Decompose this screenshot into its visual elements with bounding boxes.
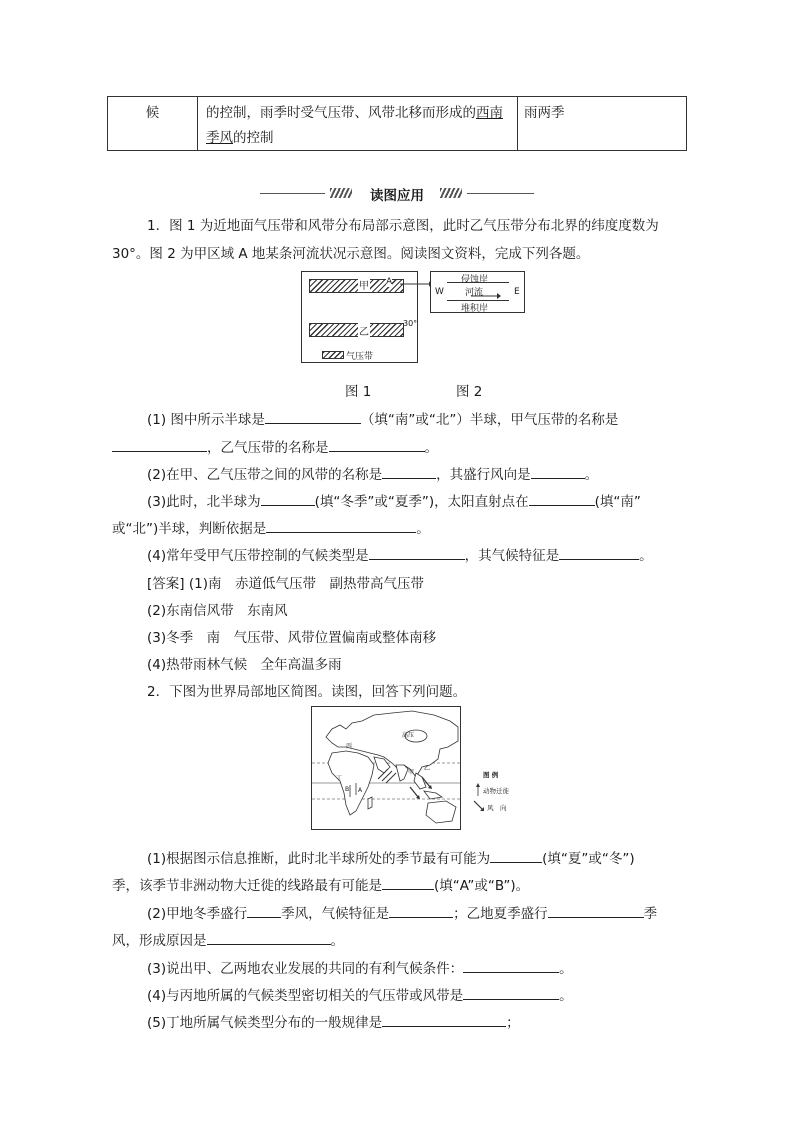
cause-text-1: 的控制，雨季时受气压带、风带北移而形成的: [206, 105, 476, 121]
blank[interactable]: [382, 875, 434, 890]
divider-left: [260, 193, 325, 194]
q2-part4: (4)与丙地所属的气候类型密切相关的气压带或风带是 。: [147, 984, 573, 1004]
label-yi: 乙: [358, 323, 370, 338]
fig1-fig2-connector: [398, 276, 432, 290]
label-jia: 甲: [358, 277, 370, 292]
q1-part1-line2: ，乙气压带的名称是 。: [112, 436, 438, 456]
blank[interactable]: [548, 903, 644, 918]
q1-part3-line2: 或“北”)半球，判断依据是 。: [112, 517, 430, 537]
label-east: E: [514, 287, 520, 297]
label-erosion-bank: 侵蚀岸: [461, 275, 489, 285]
legend-migration-icon: [474, 783, 482, 797]
cause-underlined-2: 季风: [206, 130, 233, 146]
answer-label: [答案]: [147, 576, 185, 592]
label-A: A: [358, 787, 363, 794]
label-jia: 甲: [408, 769, 415, 776]
blank[interactable]: [261, 491, 315, 506]
label-west: W: [435, 287, 444, 297]
blank[interactable]: [369, 545, 465, 560]
legend-label: 气压带: [346, 352, 374, 362]
river-arrow: [471, 292, 501, 300]
legend-wind-label: 风 向: [487, 804, 507, 812]
q2-part1-line2: 季，该季节非洲动物大迁徙的线路最有可能是 (填“A”或“B”)。: [112, 874, 529, 894]
bank-line-top: [447, 282, 509, 283]
q1-answer-1: [答案] (1)南 赤道低气压带 副热带高气压带: [147, 576, 424, 592]
pressure-belt-yi: [309, 323, 404, 337]
legend-wind-icon: [473, 800, 485, 812]
blank[interactable]: [529, 491, 595, 506]
map-drawing: [312, 707, 460, 829]
q2-part3: (3)说出甲、乙两地农业发展的共同的有利气候条件： 。: [147, 957, 573, 977]
cause-underlined-1: 西南: [476, 105, 503, 121]
blank[interactable]: [247, 903, 281, 918]
q2-intro: 2．下图为世界局部地区简图。读图，回答下列问题。: [147, 684, 467, 700]
label-bing: 丙: [346, 743, 353, 750]
blank[interactable]: [329, 437, 425, 452]
label-B: B: [345, 786, 350, 793]
blank[interactable]: [463, 958, 559, 973]
blank[interactable]: [389, 903, 453, 918]
cause-text-2: 的控制: [233, 130, 274, 146]
world-map-figure: [311, 706, 461, 830]
blank[interactable]: [207, 930, 331, 945]
q1-answer-4: (4)热带雨林气候 全年高温多雨: [147, 657, 342, 673]
blank[interactable]: [559, 545, 639, 560]
blank[interactable]: [382, 1012, 506, 1027]
table-cell-climate: 候: [108, 97, 198, 150]
legend-title: 图 例: [483, 771, 499, 779]
q1-part4: (4)常年受甲气压带控制的气候类型是 ，其气候特征是 。: [147, 544, 653, 564]
q2-part5: (5)丁地所属气候类型分布的一般规律是 ；: [147, 1011, 520, 1031]
legend-swatch: [322, 351, 344, 359]
blank[interactable]: [112, 437, 207, 452]
blank[interactable]: [382, 464, 436, 479]
blank[interactable]: [531, 464, 585, 479]
q2-part2-line1: (2)甲地冬季盛行 季风，气候特征是 ；乙地夏季盛行 季: [147, 902, 657, 922]
figure-2-caption: 图 2: [456, 384, 483, 400]
q2-part2-line2: 风，形成原因是 。: [112, 929, 344, 949]
label-ding: 丁: [336, 775, 343, 782]
legend-migration-label: 动物迁徙: [483, 787, 509, 795]
table-cell-feature: 雨两季: [524, 105, 565, 121]
label-A: A: [386, 277, 393, 287]
blank[interactable]: [265, 409, 361, 424]
q1-answer-3: (3)冬季 南 气压带、风带位置偏南或整体南移: [147, 630, 437, 646]
label-30: 30°: [403, 319, 418, 328]
climate-table-row: [107, 96, 687, 151]
blank[interactable]: [490, 848, 542, 863]
section-title: 读图应用: [370, 188, 424, 204]
table-cell-cause: [198, 97, 518, 150]
q1-intro-line1: 1．图 1 为近地面气压带和风带分布局部示意图，此时乙气压带分布北界的纬度度数为: [147, 218, 659, 234]
q2-part1-line1: (1)根据图示信息推断，此时北半球所处的季节最有可能为 (填“夏”或“冬”): [147, 847, 635, 867]
label-deposition-bank: 堆积岸: [461, 304, 489, 314]
label-river: 河流: [465, 288, 484, 298]
label-yi: 乙: [424, 765, 431, 772]
figure-2: [430, 271, 525, 313]
q1-part1-line1: (1) 图中所示半球是 （填“南”或“北”）半球，甲气压带的名称是: [147, 408, 618, 428]
figure-1-caption: 图 1: [345, 384, 372, 400]
q1-part3-line1: (3)此时，北半球为 (填“冬季”或“夏季”)，太阳直射点在 (填“南”: [147, 490, 641, 510]
label-high-pressure: 高压: [402, 732, 415, 739]
hatch-right: [440, 188, 462, 198]
hatch-left: [330, 188, 352, 198]
section-header: [260, 184, 534, 202]
blank[interactable]: [463, 985, 559, 1000]
q1-answer-2: (2)东南信风带 东南风: [147, 603, 288, 619]
divider-right: [467, 193, 534, 194]
q1-intro-line2: 30°。图 2 为甲区域 A 地某条河流状况示意图。阅读图文资料，完成下列各题。: [112, 246, 590, 262]
q1-part2: (2)在甲、乙气压带之间的风带的名称是 ，其盛行风向是 。: [147, 463, 598, 483]
blank[interactable]: [266, 518, 416, 533]
